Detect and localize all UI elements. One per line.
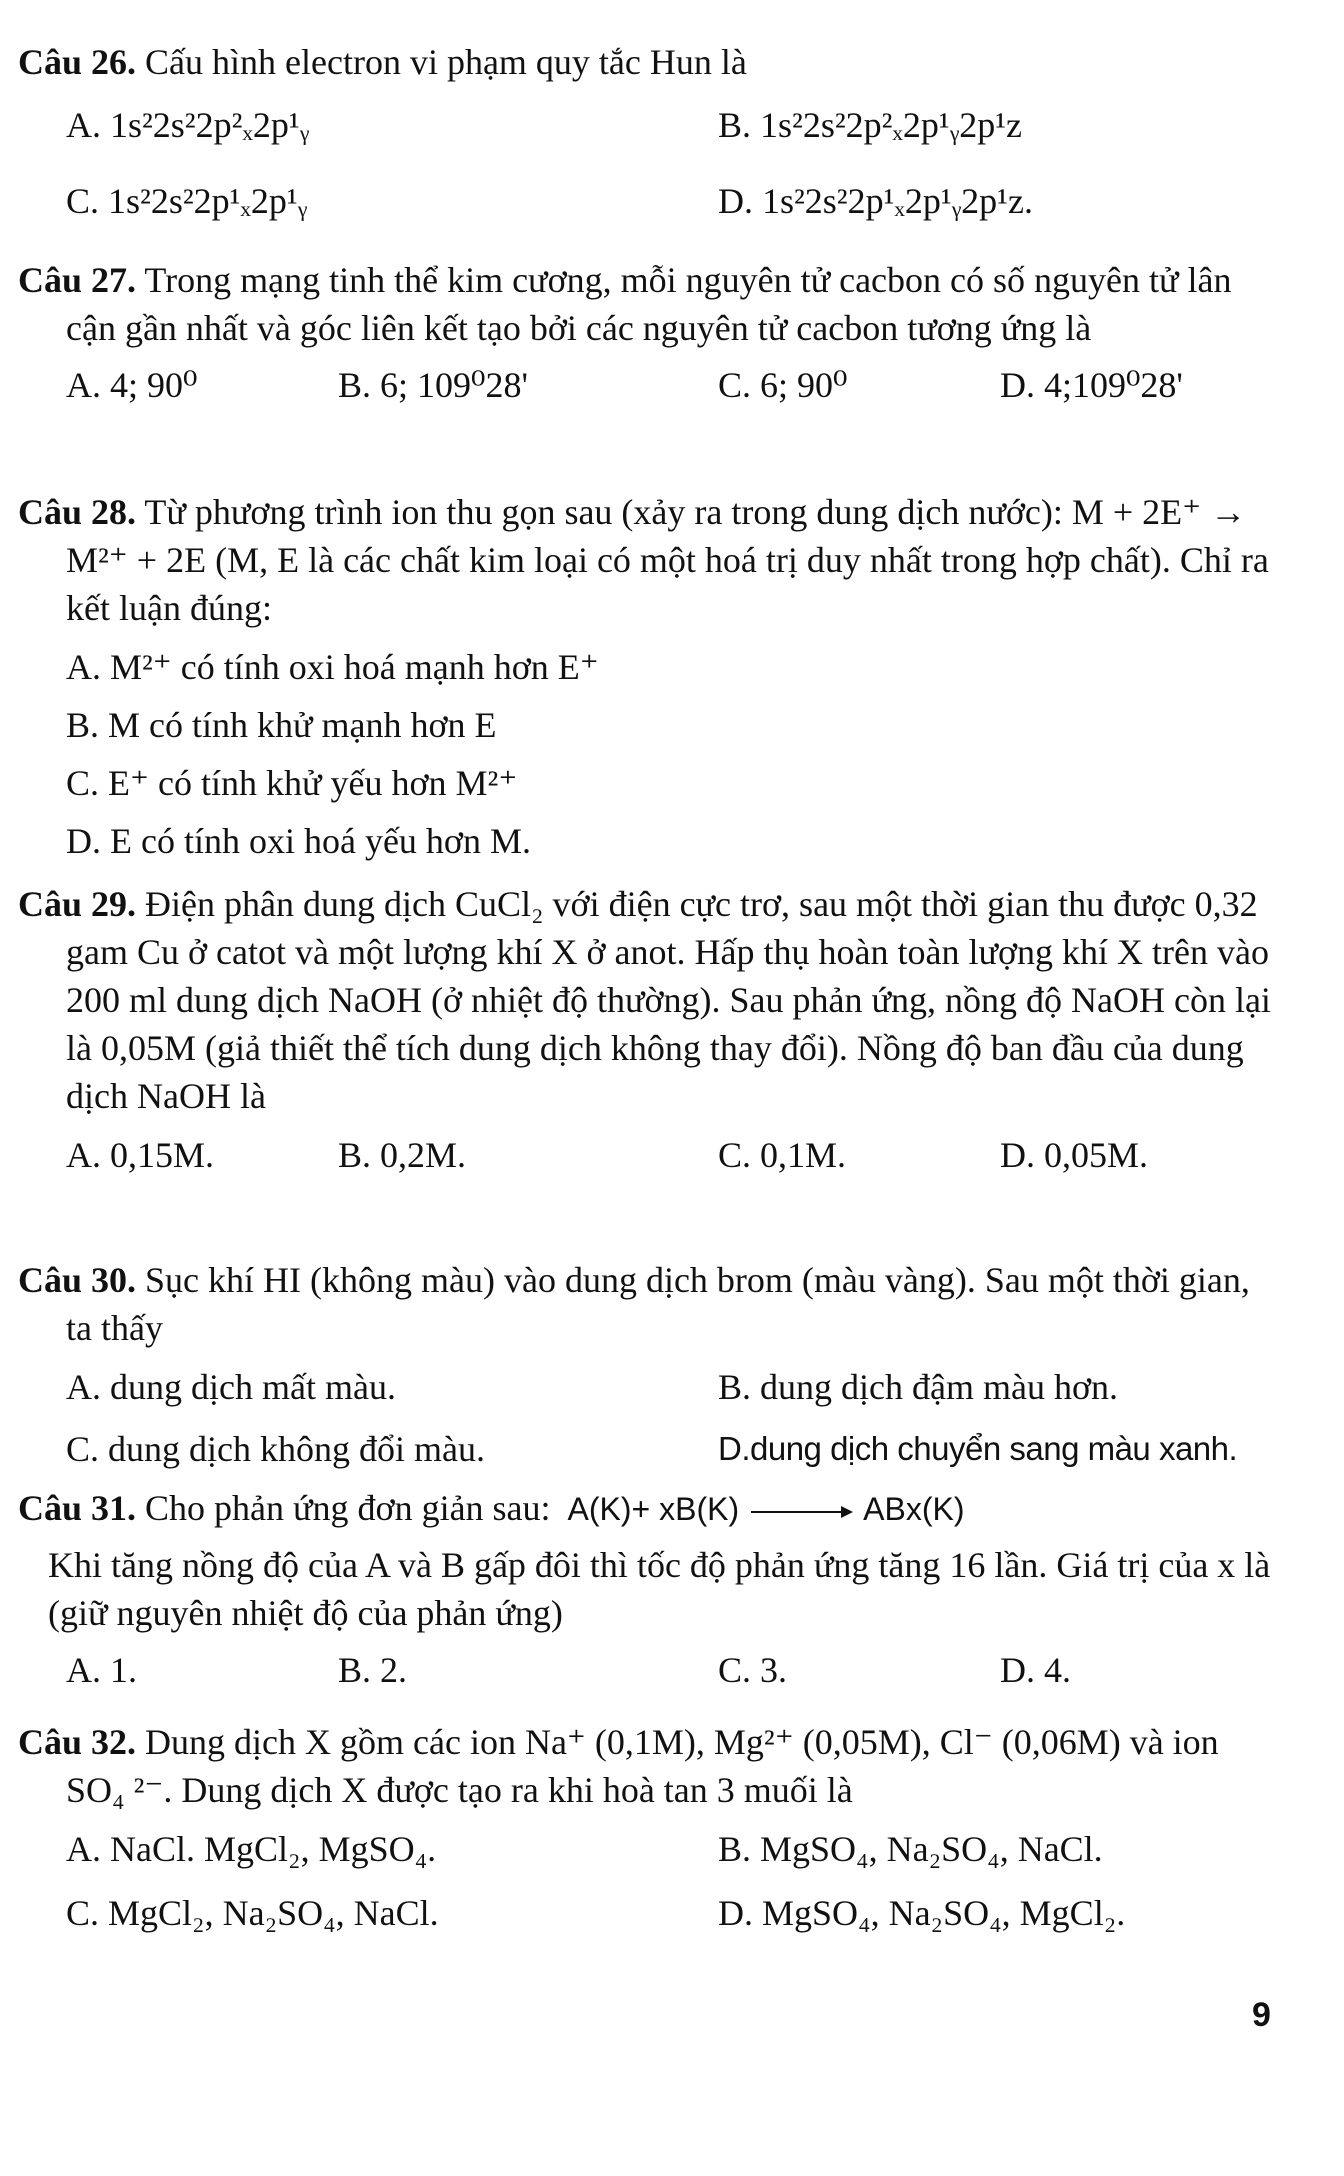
option-d: D. 0,05M. [1000,1135,1149,1175]
option-a: A. NaCl. MgCl₂, MgSO₄. [66,1829,437,1869]
option-d: D. MgSO₄, Na₂SO₄, MgCl₂. [718,1893,1126,1933]
question-stem: Trong mạng tinh thể kim cương, mỗi nguyên tử cacbon có số nguyên tử lân cận gần nhất và góc liên kết tạo bởi các nguyên tử cacbon tương ứng là [66,260,1232,348]
question-stem: Sục khí HI (không màu) vào dung dịch brom (màu vàng). Sau một thời gian, ta thấy [66,1260,1250,1348]
option-c: C. 1s²2s²2p¹ₓ2p¹ᵧ [66,181,308,221]
question-31 [18,1484,1280,1703]
option-b: B. M có tính khử mạnh hơn E [66,705,497,745]
question-stem-intro: Cho phản ứng đơn giản sau: [145,1488,551,1528]
reaction-reactants: A(K)+ xB(K) [567,1491,740,1527]
option-a: A. 1s²2s²2p²ₓ2p¹ᵧ [66,105,310,145]
option-c: C. 0,1M. [718,1135,847,1175]
option-d: D. 4;109⁰28' [1000,365,1183,405]
question-label: Câu 29. [18,884,137,924]
question-28 [18,488,1280,870]
option-c: C. E⁺ có tính khử yếu hơn M²⁺ [66,763,518,803]
option-a: A. 1. [66,1650,137,1690]
question-label: Câu 32. [18,1722,137,1762]
question-label: Câu 27. [18,260,137,300]
option-d: D. 4. [1000,1650,1071,1690]
question-label: Câu 28. [18,492,137,532]
reaction-arrow-icon [751,1511,851,1513]
option-b: B. MgSO₄, Na₂SO₄, NaCl. [718,1829,1103,1869]
option-d: D. E có tính oxi hoá yếu hơn M. [66,821,531,861]
question-27 [18,256,1280,418]
reaction-product: ABx(K) [863,1491,965,1527]
option-a: A. 0,15M. [66,1135,215,1175]
option-c: C. 6; 90⁰ [718,365,848,405]
option-a: A. dung dịch mất màu. [66,1367,396,1407]
option-c: C. dung dịch không đổi màu. [66,1429,485,1469]
question-stem: Cấu hình electron vi phạm quy tắc Hun là [145,42,747,82]
option-b: B. 0,2M. [338,1135,467,1175]
question-label: Câu 26. [18,42,137,82]
option-b: B. 1s²2s²2p²ₓ2p¹ᵧ2p¹z [718,105,1022,145]
option-a: A. 4; 90⁰ [66,365,198,405]
question-stem: Điện phân dung dịch CuCl₂ với điện cực trơ, sau một thời gian thu được 0,32 gam Cu ở catot và một lượng khí X ở anot. Hấp thụ hoàn toàn lượng khí X trên vào 200 ml dung dịch NaOH (ở nhiệt độ thường). Sau phản ứng, nồng độ NaOH còn lại là 0,05M (giả thiết thể tích dung dịch không thay đổi). Nồng độ ban đầu của dung dịch NaOH là [66,884,1271,1116]
option-c: C. MgCl₂, Na₂SO₄, NaCl. [66,1893,439,1933]
question-stem: Từ phương trình ion thu gọn sau (xảy ra trong dung dịch nước): M + 2E⁺ → M²⁺ + 2E (M, E là các chất kim loại có một hoá trị duy nhất trong hợp chất). Chỉ ra kết luận đúng: [66,492,1269,628]
option-b: B. dung dịch đậm màu hơn. [718,1367,1118,1407]
option-b: B. 6; 109⁰28' [338,365,528,405]
option-c: C. 3. [718,1650,788,1690]
question-32 [18,1718,1280,1946]
page-number: 9 [1252,1996,1271,2034]
question-29 [18,880,1280,1188]
question-label: Câu 31. [18,1488,137,1528]
option-d: D. 1s²2s²2p¹ₓ2p¹ᵧ2p¹z. [718,181,1033,221]
question-stem: Dung dịch X gồm các ion Na⁺ (0,1M), Mg²⁺ (0,05M), Cl⁻ (0,06M) và ion SO₄ ²⁻. Dung dịch X được tạo ra khi hoà tan 3 muối là [66,1722,1219,1810]
question-26 [18,38,1280,234]
option-b: B. 2. [338,1650,408,1690]
question-label: Câu 30. [18,1260,137,1300]
option-d: D.dung dịch chuyển sang màu xanh. [718,1430,1238,1467]
question-30 [18,1256,1280,1482]
question-stem: Khi tăng nồng độ của A và B gấp đôi thì tốc độ phản ứng tăng 16 lần. Giá trị của x là (giữ nguyên nhiệt độ của phản ứng) [48,1545,1271,1633]
option-a: A. M²⁺ có tính oxi hoá mạnh hơn E⁺ [66,647,599,687]
